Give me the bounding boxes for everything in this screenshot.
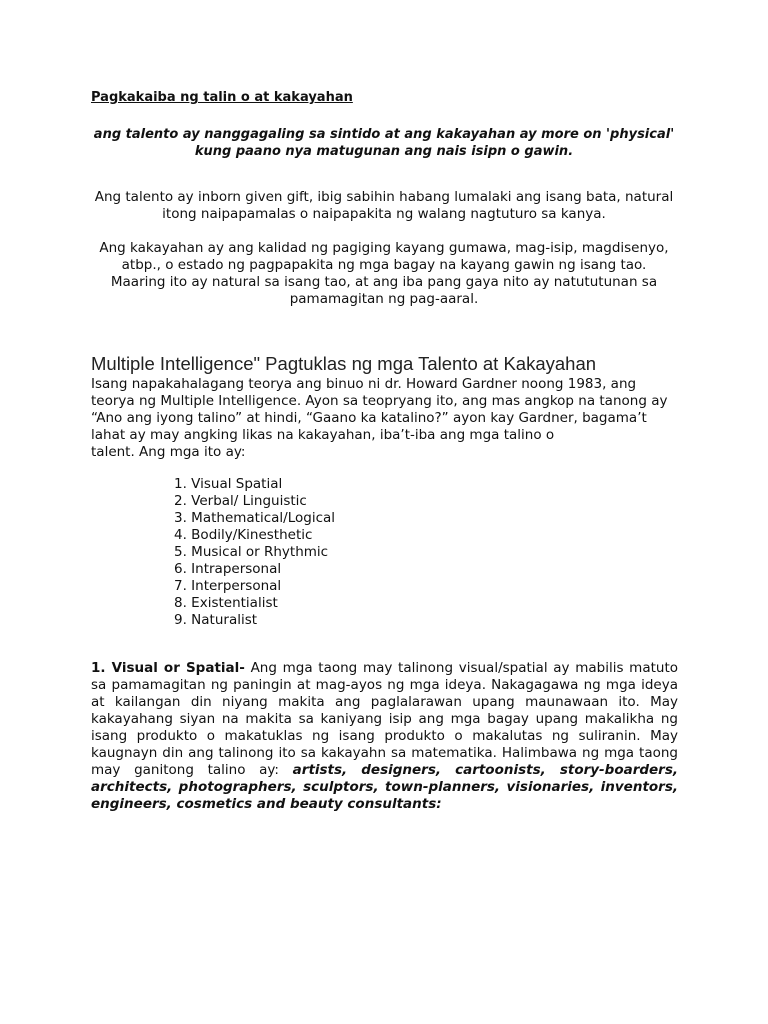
visual-spatial-paragraph [91,660,678,813]
subtitle-line-2: kung paano nya matugunan ang nais isipn o gawin. [194,144,574,159]
page-heading: Pagkakaiba ng talin o at kakayahan [91,90,353,105]
list-item: 9. Naturalist [174,612,258,628]
intro-line-4: lahat ay may angking likas na kakayahan, iba’t-iba ang mga talino o [91,427,555,443]
visual-spatial-examples: artists, designers, cartoonists, story-boarders, architects, photographers, sculptors, town-planners, visionaries, inventors, engineers, cosmetics and beauty consultants: [91,762,679,812]
kakayahan-line-1: Ang kakayahan ay ang kalidad ng pagiging kayang gumawa, mag-isip, magdisenyo, [99,240,669,256]
kakayahan-paragraph [90,240,678,308]
visual-spatial-body: Ang mga taong may talinong visual/spatial ay mabilis matuto sa pamamagitan ng paningin at mag-ayos ng mga ideya. Nakagagawa ng mga ideya at kailangan din niyang makita ang paglalarawan upang maunawaan ito. May kakayahang siyan na makita sa kaniyang isip ang mga bagay upang makalikha ng isang produkto o makatuklas ng isang produkto o makalutas ng suliranin. May kaugnayn din ang talinong ito sa kakayahn sa matematika. Halimbawa ng mga taong may ganitong talino ay: [91,660,678,778]
list-item: 7. Interpersonal [174,578,282,594]
list-item: 4. Bodily/Kinesthetic [174,527,313,543]
subtitle-line-1: ang talento ay nanggagaling sa sintido at ang kakayahan ay more on 'physical' [93,127,675,142]
intro-paragraph [91,376,691,461]
subtitle [90,126,678,160]
intro-line-1: Isang napakahalagang teorya ang binuo ni dr. Howard Gardner noong 1983, ang [91,376,637,392]
kakayahan-line-4: pamamagitan ng pag-aaral. [289,291,479,307]
intro-line-5: talent. Ang mga ito ay: [91,444,246,460]
talento-paragraph [90,189,678,223]
list-item: 8. Existentialist [174,595,278,611]
list-item: 3. Mathematical/Logical [174,510,336,526]
kakayahan-line-2: atbp., o estado ng pagpapakita ng mga bagay na kayang gawin ng isang tao. [121,257,647,273]
talento-line-1: Ang talento ay inborn given gift, ibig sabihin habang lumalaki ang isang bata, natural [94,189,674,205]
kakayahan-line-3: Maaring ito ay natural sa isang tao, at ang iba pang gaya nito ay natututunan sa [110,274,658,290]
visual-spatial-label: 1. Visual or Spatial- [91,660,245,676]
section-title: Multiple Intelligence" Pagtuklas ng mga Talento at Kakayahan [91,353,597,374]
list-item: 6. Intrapersonal [174,561,282,577]
intro-line-3: “Ano ang iyong talino” at hindi, “Gaano ka katalino?” ayon kay Gardner, bagama’t [91,410,647,426]
talento-line-2: itong naipapamalas o naipapakita ng walang nagtuturo sa kanya. [162,206,606,222]
list-item: 1. Visual Spatial [174,476,283,492]
intro-line-2: teorya ng Multiple Intelligence. Ayon sa teopryang ito, ang mas angkop na tanong ay [91,393,668,409]
intelligence-list [174,476,335,629]
list-item: 5. Musical or Rhythmic [174,544,329,560]
list-item: 2. Verbal/ Linguistic [174,493,307,509]
